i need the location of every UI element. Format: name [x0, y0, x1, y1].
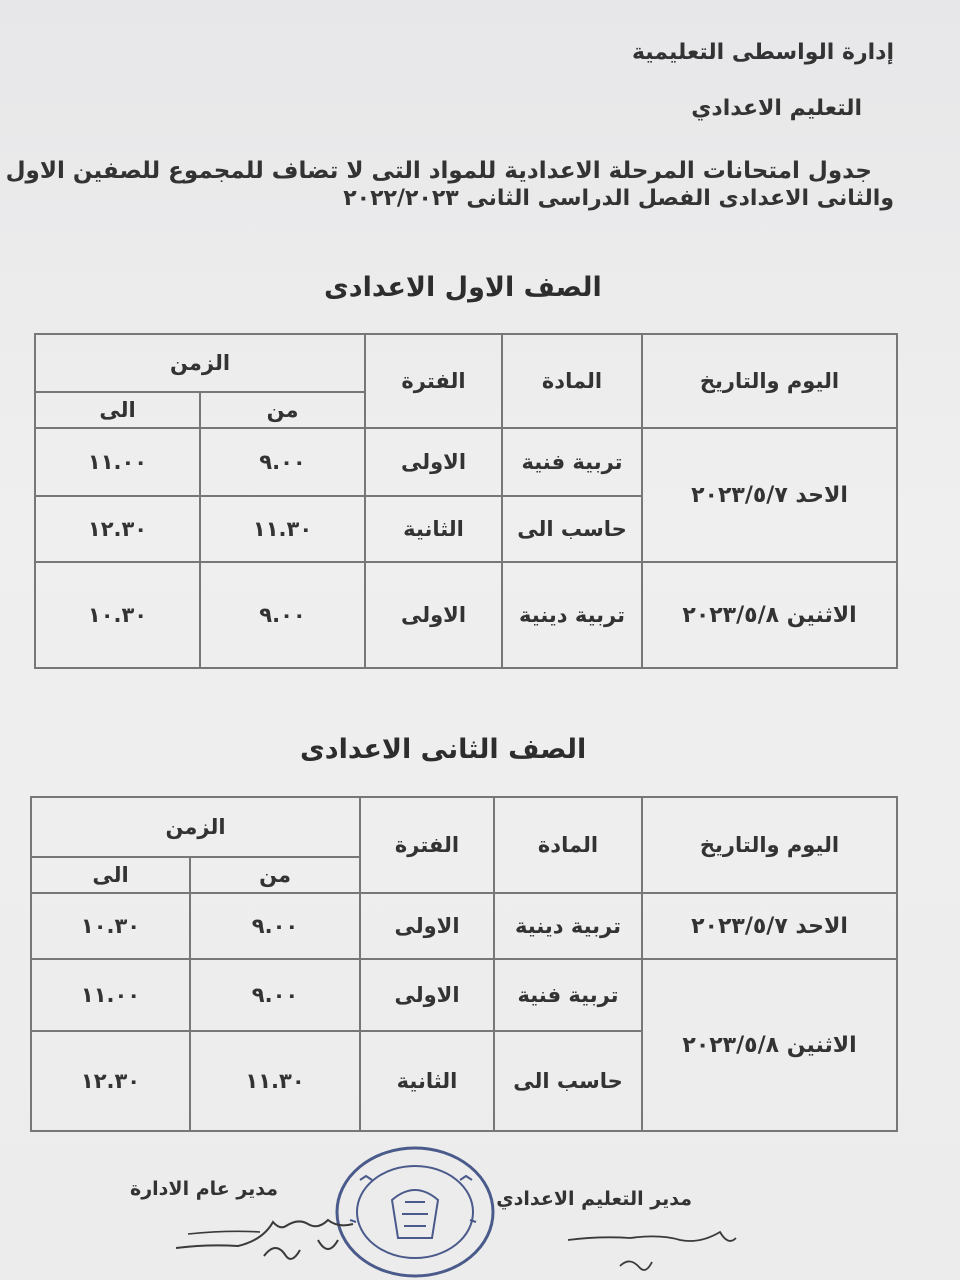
general-director-handwritten-signature: [168, 1200, 368, 1270]
header-to: الى: [35, 392, 200, 428]
to-cell: ١٢.٣٠: [31, 1031, 190, 1131]
to-cell: ١٠.٣٠: [35, 562, 200, 668]
table-row: [35, 428, 897, 496]
period-cell: الاولى: [360, 959, 494, 1031]
period-cell: الاولى: [365, 562, 502, 668]
header-subject: المادة: [502, 334, 642, 428]
to-cell: ١١.٠٠: [31, 959, 190, 1031]
period-cell: الثانية: [365, 496, 502, 562]
date-cell: الاثنين ٢٠٢٣/٥/٨: [642, 562, 897, 668]
from-cell: ١١.٣٠: [200, 496, 365, 562]
header-time: الزمن: [35, 334, 365, 392]
header-subject: المادة: [494, 797, 642, 893]
period-cell: الاولى: [360, 893, 494, 959]
from-cell: ٩.٠٠: [200, 428, 365, 496]
table-row: [31, 893, 897, 959]
subject-cell: تربية فنية: [494, 959, 642, 1031]
to-cell: ١١.٠٠: [35, 428, 200, 496]
grade2-schedule-table: [30, 796, 898, 1132]
period-cell: الثانية: [360, 1031, 494, 1131]
table-header-row: [31, 797, 897, 857]
from-cell: ٩.٠٠: [200, 562, 365, 668]
prep-director-handwritten-signature: [560, 1216, 740, 1276]
header-period: الفترة: [360, 797, 494, 893]
header-time: الزمن: [31, 797, 360, 857]
subject-cell: تربية دينية: [494, 893, 642, 959]
grade1-title: الصف الاول الاعدادى: [324, 272, 602, 303]
prep-director-signature-label: مدير التعليم الاعدادي: [496, 1188, 692, 1210]
from-cell: ٩.٠٠: [190, 959, 360, 1031]
header-period: الفترة: [365, 334, 502, 428]
general-director-signature-label: مدير عام الادارة: [130, 1178, 279, 1200]
grade2-title: الصف الثانى الاعدادى: [300, 734, 587, 765]
subject-cell: تربية فنية: [502, 428, 642, 496]
from-cell: ٩.٠٠: [190, 893, 360, 959]
header-from: من: [200, 392, 365, 428]
from-cell: ١١.٣٠: [190, 1031, 360, 1131]
subject-cell: حاسب الى: [502, 496, 642, 562]
subject-cell: تربية دينية: [502, 562, 642, 668]
document-title-line2: والثانى الاعدادى الفصل الدراسى الثانى ٢٠٢٢/٢٠٢٣: [343, 186, 894, 211]
to-cell: ١٢.٣٠: [35, 496, 200, 562]
date-cell: الاثنين ٢٠٢٣/٥/٨: [642, 959, 897, 1131]
table-row: [35, 562, 897, 668]
subject-cell: حاسب الى: [494, 1031, 642, 1131]
header-department: التعليم الاعدادي: [691, 96, 862, 121]
header-administration: إدارة الواسطى التعليمية: [631, 40, 894, 65]
header-day-date: اليوم والتاريخ: [642, 334, 897, 428]
to-cell: ١٠.٣٠: [31, 893, 190, 959]
table-row: [31, 959, 897, 1031]
grade1-schedule-table: [34, 333, 898, 669]
table-header-row: [35, 334, 897, 392]
date-cell: الاحد ٢٠٢٣/٥/٧: [642, 428, 897, 562]
date-cell: الاحد ٢٠٢٣/٥/٧: [642, 893, 897, 959]
header-day-date: اليوم والتاريخ: [642, 797, 897, 893]
document-title-line1: جدول امتحانات المرحلة الاعدادية للمواد التى لا تضاف للمجموع للصفين الاول: [5, 158, 872, 184]
period-cell: الاولى: [365, 428, 502, 496]
header-to: الى: [31, 857, 190, 893]
header-from: من: [190, 857, 360, 893]
